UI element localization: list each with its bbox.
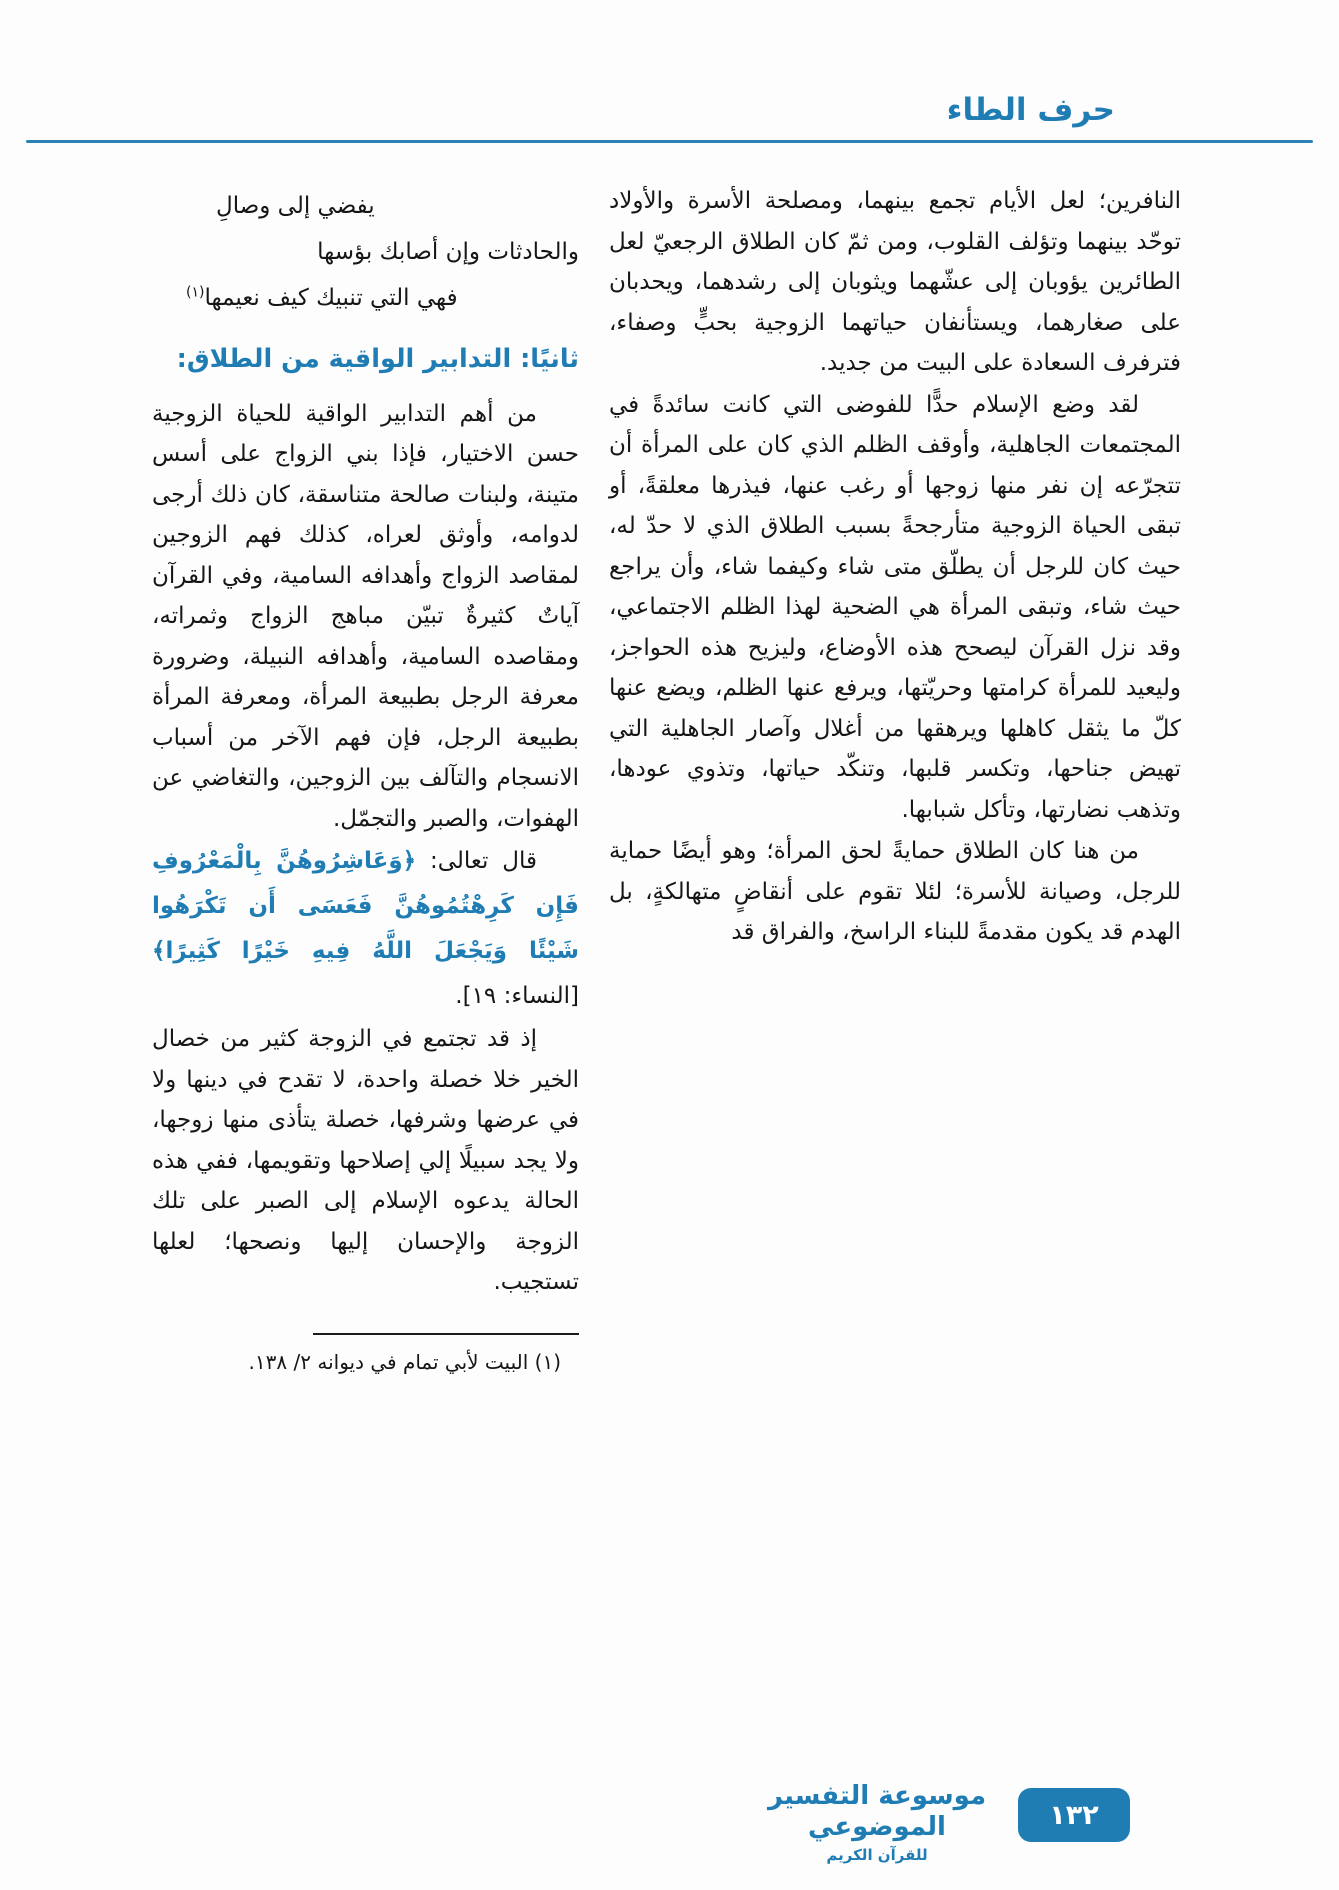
paragraph: لقد وضع الإسلام حدًّا للفوضى التي كانت سائدةً في المجتمعات الجاهلية، وأوقف الظلم الذي كان على المرأة أن تتجرّعه إن نفر منها زوجها أو رغب عنها، فيذرها معلقةً، أو تبقى الحياة الزوجية متأرجحةً بسبب الطلاق الذي لا حدّ له، حيث كان للرجل أن يطلّق متى شاء وكيفما شاء، وأن يراجع حيث شاء، وتبقى المرأة هي الضحية لهذا الظلم الاجتماعي، وقد نزل القرآن ليصحح هذه الأوضاع، وليزيح هذه الحواجز، وليعيد للمرأة كرامتها وحريّتها، ويرفع عنها الظلم، ويضع عنها كلّ ما يثقل كاهلها ويرهقها من أغلال وآصار الجاهلية التي تهيض جناحها، وتكسر قلبها، وتنكّد حياتها، وتذوي عودها، وتذهب نضارتها، وتأكل شبابها. <box>609 391 1181 823</box>
quran-verse: ﴿وَعَاشِرُوهُنَّ بِالْمَعْرُوفِ فَإِن كَرِهْتُمُوهُنَّ فَعَسَى أَن تَكْرَهُوا شَيْئًا وَيَجْعَلَ اللَّهُ فِيهِ خَيْرًا كَثِيرًا﴾ <box>152 848 579 965</box>
poetry-block <box>152 183 579 321</box>
footnote-marker: (١) <box>186 284 205 301</box>
page-number-badge <box>1018 1788 1130 1842</box>
footnote-text: (١) البيت لأبي تمام في ديوانه ٢/ ١٣٨. <box>248 1350 561 1375</box>
poetry-line-text: فهي التي تنبيك كيف نعيمها <box>204 285 458 311</box>
page-number: ١٣٢ <box>1049 1799 1099 1831</box>
left-column <box>152 181 579 1377</box>
publisher-logo-subtitle: للقرآن الكريم <box>826 1846 928 1864</box>
publisher-logo-title: موسوعة التفسير الموضوعي <box>767 1780 987 1842</box>
chapter-header <box>0 0 1339 128</box>
text-columns <box>0 143 1339 1377</box>
footnote-block <box>152 1333 579 1378</box>
right-column <box>609 181 1181 953</box>
poetry-line: والحادثات وإن أصابك بؤسها <box>317 239 579 265</box>
footnote-divider <box>313 1333 579 1336</box>
quran-intro: قال تعالى: <box>430 848 537 875</box>
paragraph: من أهم التدابير الواقية للحياة الزوجية حسن الاختيار، فإذا بني الزواج على أسس متينة، ولبنات صالحة متناسقة، كان ذلك أرجى لدوامه، وأوثق لعراه، كذلك فهم الزوجين لمقاصد الزواج وأهدافه السامية، وفي القرآن آياتٌ كثيرةٌ تبيّن مباهج الزواج وثمراته، ومقاصده السامية، وأهدافه النبيلة، وضرورة معرفة الرجل بطبيعة المرأة، ومعرفة المرأة بطبيعة الرجل، فإن فهم الآخر من أسباب الانسجام والتآلف بين الزوجين، والتغاضي عن الهفوات، والصبر والتجمّل. <box>152 400 579 832</box>
quran-paragraph <box>152 839 579 1019</box>
poetry-line: يفضي إلى وصالِ <box>216 193 375 219</box>
chapter-title: حرف الطاء <box>946 92 1115 128</box>
section-heading: ثانيًا: التدابير الواقية من الطلاق: <box>176 344 579 374</box>
publisher-logo <box>745 1781 1009 1864</box>
paragraph: من هنا كان الطلاق حمايةً لحق المرأة؛ وهو أيضًا حماية للرجل، وصيانة للأسرة؛ لئلا تقوم على أنقاضٍ متهالكةٍ، بل الهدم قد يكون مقدمةً للبناء الراسخ، والفراق قد <box>609 838 1181 945</box>
poetry-line <box>152 275 579 321</box>
quran-reference: [النساء: ١٩]. <box>455 983 579 1010</box>
paragraph: إذ قد تجتمع في الزوجة كثير من خصال الخير خلا خصلة واحدة، لا تقدح في دينها ولا في عرضها وشرفها، خصلة يتأذى منها زوجها، ولا يجد سبيلًا إلي إصلاحها وتقويمها، ففي هذه الحالة يدعوه الإسلام إلى الصبر على تلك الزوجة والإحسان إليها ونصحها؛ لعلها تستجيب. <box>152 1026 579 1296</box>
paragraph: النافرين؛ لعل الأيام تجمع بينهما، ومصلحة الأسرة والأولاد توحّد بينهما وتؤلف القلوب، ومن ثمّ كان الطلاق الرجعيّ لعل الطائرين يؤوبان إلى عشّهما ويثوبان إلى رشدهما، ويحدبان على صغارهما، ويستأنفان حياتهما الزوجية بحبٍّ وصفاء، فترفرف السعادة على البيت من جديد. <box>609 188 1181 376</box>
